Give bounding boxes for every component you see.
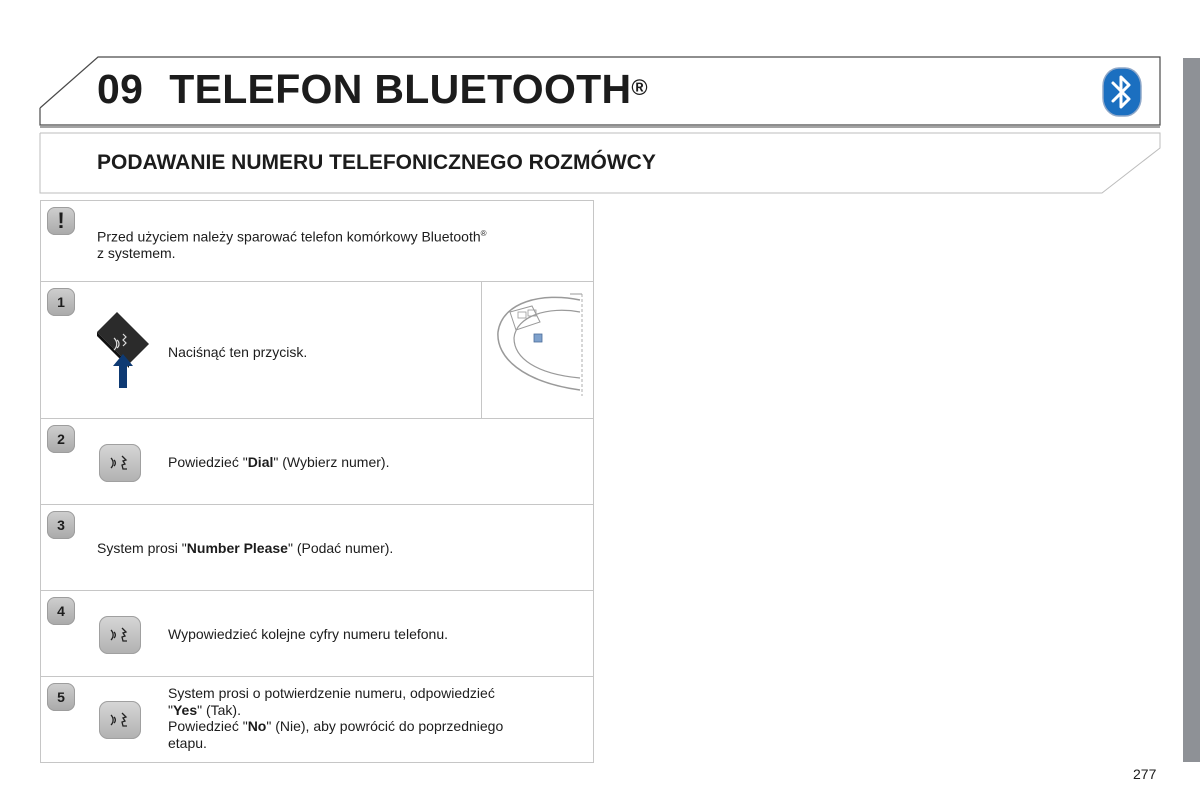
registered-mark: ®: [631, 75, 648, 100]
step-5: [41, 677, 593, 762]
step-2-text: Powiedzieć "Dial" (Wybierz numer).: [168, 454, 390, 470]
step-5-line-4: etapu.: [168, 734, 207, 751]
step-4: [41, 591, 593, 677]
warning-note: [41, 201, 593, 282]
chapter-title-text: TELEFON BLUETOOTH: [169, 66, 632, 112]
warning-line-2: z systemem.: [97, 245, 176, 262]
command-no: No: [247, 718, 267, 734]
step-2: [41, 419, 593, 505]
step-1: [41, 282, 593, 419]
steering-wheel-icon: [481, 282, 595, 418]
warning-line-1: Przed użyciem należy sparować telefon komórkowy Bluetooth: [97, 228, 481, 245]
warning-registered-mark: ®: [480, 229, 487, 238]
voice-command-icon: [99, 701, 141, 739]
step-3: [41, 505, 593, 591]
step-number-badge: 5: [47, 683, 75, 711]
step-number-badge: 1: [47, 288, 75, 316]
steps-panel: [40, 200, 594, 763]
step-4-text: Wypowiedzieć kolejne cyfry numeru telefonu.: [168, 626, 449, 642]
step-number-badge: 2: [47, 425, 75, 453]
bluetooth-icon: [1102, 67, 1142, 117]
section-title: PODAWANIE NUMERU TELEFONICZNEGO ROZMÓWCY: [97, 151, 656, 174]
press-arrow-icon: [93, 310, 153, 390]
warning-text: [97, 226, 487, 262]
voice-command-icon: [99, 444, 141, 482]
step-5-text: System prosi o potwierdzenie numeru, odpowiedzieć "Yes" (Tak). Powiedzieć "No" (Nie), aby powrócić do poprzedniego etapu.: [168, 685, 504, 751]
voice-command-icon: [99, 616, 141, 654]
warning-badge: !: [47, 207, 75, 235]
step-number-badge: 3: [47, 511, 75, 539]
step-number-badge: 4: [47, 597, 75, 625]
chapter-title: [97, 66, 648, 113]
command-yes: Yes: [172, 701, 198, 718]
prompt-number-please: Number Please: [186, 540, 288, 556]
step-3-text: System prosi "Number Please" (Podać numer).: [97, 540, 394, 556]
chapter-number: 09: [97, 66, 144, 112]
page-number: 277: [1133, 766, 1157, 782]
step-5-line-1: System prosi o potwierdzenie numeru, odpowiedzieć: [168, 685, 495, 701]
command-dial: Dial: [247, 454, 274, 470]
step-1-text: Naciśnąć ten przycisk.: [168, 344, 308, 360]
